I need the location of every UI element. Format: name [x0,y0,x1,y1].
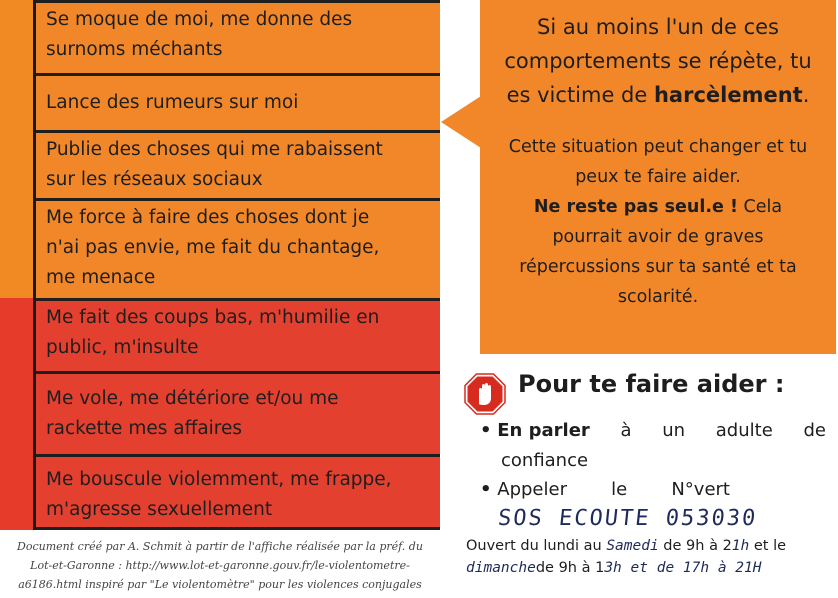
behaviour-row-coercion [36,198,440,298]
message-line [480,78,836,112]
behaviour-row-mockery [36,0,440,73]
message-line: Si au moins l'un de ces [537,15,779,39]
handwritten-note: et de 17h à 21H [621,560,762,576]
hours-line [466,535,786,557]
row-line: Se moque de moi, me donne des [46,9,353,30]
harassment-message [480,10,836,112]
help-item-line [480,479,730,500]
sos-phone-number[interactable]: SOS ECOUTE 053030 [496,506,759,531]
credit-line: Document créé par A. Schmit à partir de l'affiche réalisée par la préf. du [17,540,423,553]
help-item-word: N°vert [671,479,730,500]
message-line: comportements se répète, tu [504,49,812,73]
help-item-word: à [620,420,632,441]
handwritten-note: Samedi [606,538,659,554]
row-line: Me fait des coups bas, m'humilie en [46,307,380,328]
bullet-dot: • [480,420,492,441]
message-text: . [802,83,810,107]
message-line: pourrait avoir de graves [552,227,764,247]
behaviour-row-social-media [36,130,440,198]
row-line: Me bouscule violemment, me frappe, [46,469,392,490]
behaviour-row-theft [36,371,440,454]
talk-keyword: En parler [497,420,590,441]
help-item-word: adulte [715,420,773,441]
support-message [480,132,836,312]
message-line: Cette situation peut changer et tu [508,137,808,157]
help-item-word: le [611,479,628,500]
handwritten-note: 1h [731,538,750,554]
row-line: m'agresse sexuellement [46,499,273,520]
hours-text: de 9h à 1 [535,560,605,576]
help-title: Pour te faire aider : [518,370,785,398]
credit-line: a6186.html inspiré par "Le violentomètre" pour les violences conjugales [18,578,422,591]
row-line: Me vole, me détériore et/ou me [46,388,339,409]
behaviour-row-rumours [36,73,440,130]
dont-stay-alone-text: Ne reste pas seul.e ! [533,197,738,217]
hours-text: Ouvert du lundi au [466,538,607,554]
help-item-lead [480,479,567,500]
credit-line: Lot-et-Garonne : http://www.lot-et-garonne.gouv.fr/le-violentometre- [30,559,410,572]
warning-bubble [480,0,836,354]
violentometre-ruler [0,0,40,530]
hours-text: de 9h à 2 [658,538,732,554]
help-item-line [480,420,826,441]
row-line: Publie des choses qui me rabaissent [46,139,383,160]
row-line: public, m'insulte [46,337,199,358]
behaviour-row-humiliation [36,298,440,371]
message-text: Cela [737,197,783,217]
help-item-line: confiance [501,450,589,471]
bullet-dot: • [480,479,492,500]
help-item-word: de [803,420,826,441]
opening-hours [466,535,786,579]
help-item-word: Appeler [497,479,567,500]
message-line: scolarité. [617,287,699,307]
message-line: peux te faire aider. [575,167,741,187]
row-line: rackette mes affaires [46,418,243,439]
row-line: n'ai pas envie, me fait du chantage, [46,237,380,258]
help-item-word: un [662,420,686,441]
row-line: Lance des rumeurs sur moi [46,92,299,113]
help-item-lead [480,420,590,441]
behaviour-row-violence [36,454,440,530]
handwritten-note: dimanche [466,560,536,576]
harassment-keyword: harcèlement [653,83,803,107]
hours-text: et le [749,538,787,554]
handwritten-note: 3h [604,560,622,576]
row-line: me menace [46,267,156,288]
message-line: répercussions sur ta santé et ta [519,257,797,277]
stop-hand-icon [464,373,506,415]
row-line: Me force à faire des choses dont je [46,207,370,228]
row-line: surnoms méchants [46,39,223,60]
hours-line [466,557,786,579]
speech-bubble-pointer [441,96,481,148]
source-credit [0,537,440,594]
message-line [480,192,836,222]
row-line: sur les réseaux sociaux [46,169,263,190]
message-text: es victime de [506,83,654,107]
